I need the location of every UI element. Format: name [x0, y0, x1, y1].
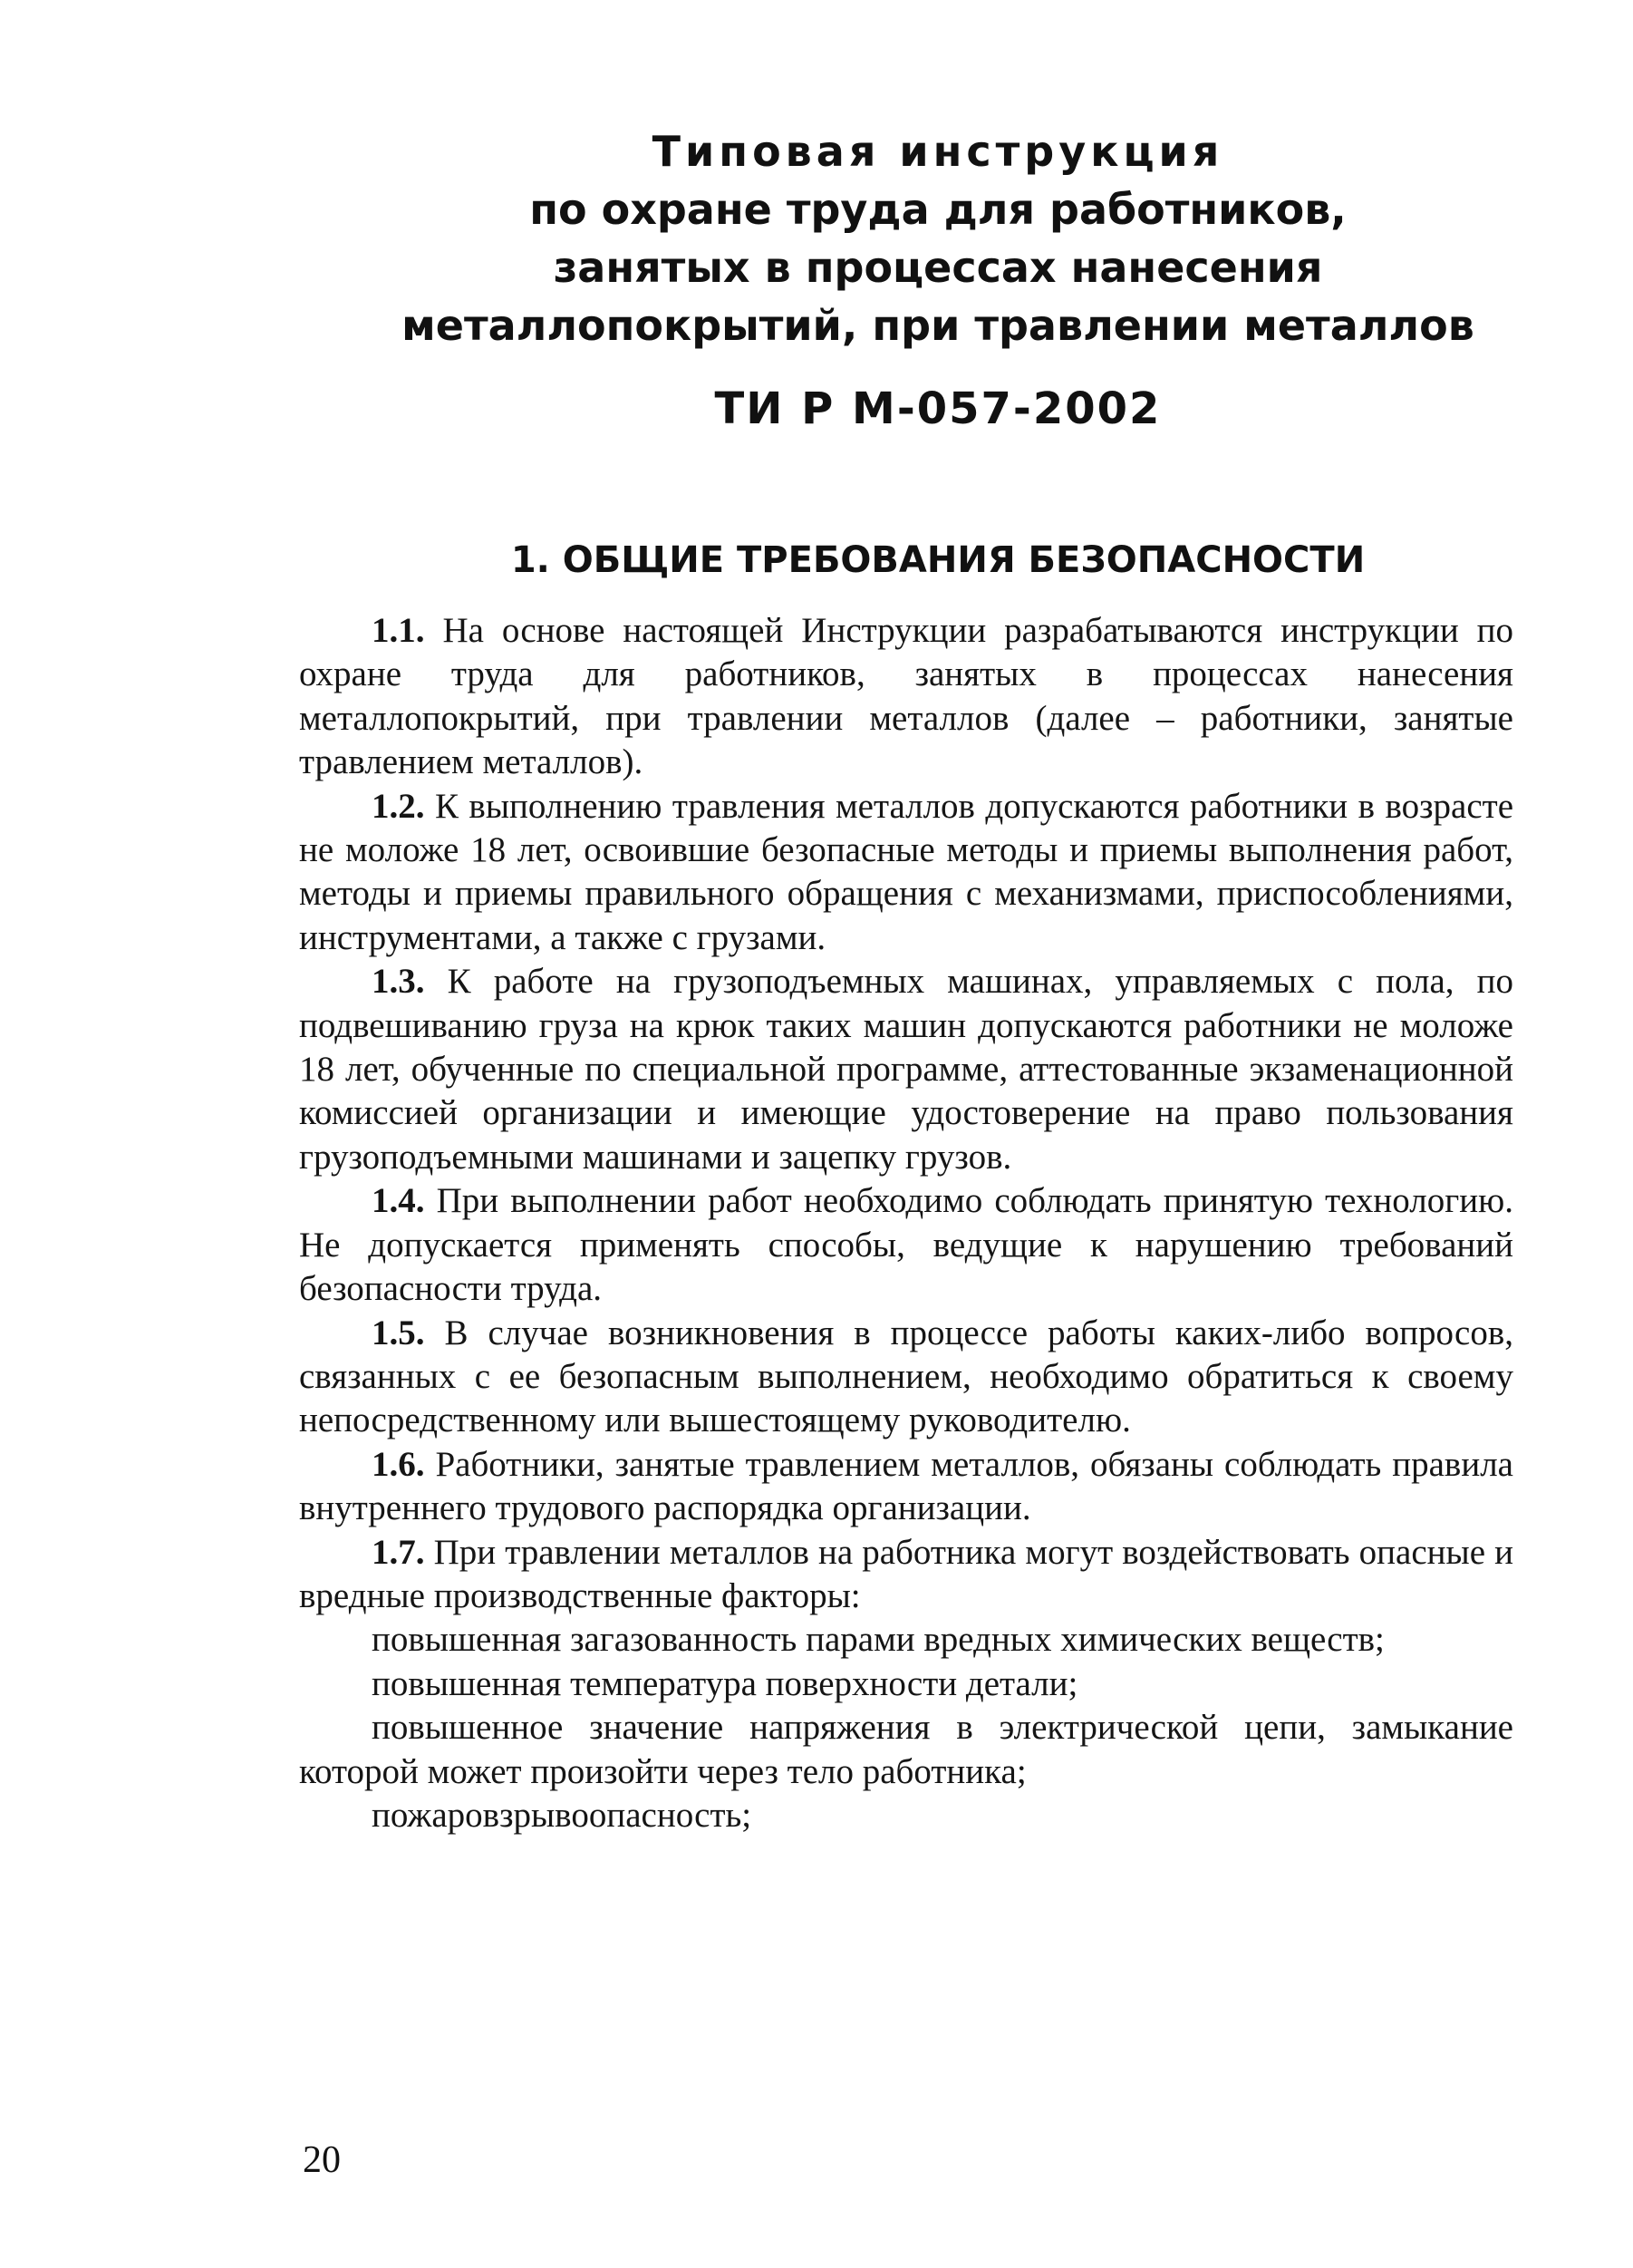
title-line-3: занятых в процессах нанесения — [553, 243, 1323, 292]
paragraph-number: 1.1. — [372, 611, 425, 650]
hazard-item-text: повышенная загазованность парами вредных химических веществ; — [372, 1620, 1385, 1660]
section-heading: 1. ОБЩИЕ ТРЕБОВАНИЯ БЕЗОПАСНОСТИ — [510, 539, 1366, 581]
paragraph-number: 1.3. — [372, 962, 425, 1002]
paragraph-text: К работе на грузоподъемных машинах, управляемых с пола, по подвешиванию груза на крюк таких машин допускаются работники не моложе 18 лет, обученные по специальной программе, аттестованные экзаменационной комиссией организации и имеющие удостоверение на право пользования грузоподъемными машинами и зацепку грузов. — [299, 962, 1513, 1177]
hazard-item — [299, 1618, 1513, 1662]
hazard-item-text: пожаровзрывоопасность; — [372, 1795, 752, 1835]
paragraph-text: К выполнению травления металлов допускаются работники в возрасте не моложе 18 лет, освоившие безопасные методы и приемы выполнения работ, методы и приемы правильного обращения с механизмами, приспособлениями, инструментами, а также с грузами. — [299, 786, 1514, 957]
paragraph-1-1 — [299, 609, 1513, 785]
document-code: ТИ Р М-057-2002 — [714, 383, 1162, 434]
paragraph-1-2 — [299, 785, 1513, 961]
paragraph-1-4 — [299, 1179, 1513, 1311]
paragraph-1-3 — [299, 960, 1513, 1179]
hazard-item-text: повышенное значение напряжения в электрической цепи, замыкание которой может произойти через тело работника; — [299, 1708, 1513, 1791]
paragraph-1-7 — [299, 1531, 1513, 1619]
document-title — [299, 122, 1577, 438]
hazard-item — [299, 1706, 1513, 1794]
title-line-2: по охране труда для работников, — [529, 185, 1347, 234]
hazard-item — [299, 1662, 1513, 1706]
section-body — [299, 609, 1513, 1837]
paragraph-1-5 — [299, 1312, 1513, 1443]
paragraph-number: 1.6. — [372, 1444, 425, 1484]
paragraph-text: В случае возникновения в процессе работы каких-либо вопросов, связанных с ее безопасным выполнением, необходимо обратиться к своему непосредственному или вышестоящему руководителю. — [299, 1313, 1514, 1440]
paragraph-text: При выполнении работ необходимо соблюдать принятую технологию. Не допускается применять способы, ведущие к нарушению требований безопасности труда. — [299, 1181, 1514, 1309]
paragraph-text: При травлении металлов на работника могут воздействовать опасные и вредные производственные факторы: — [299, 1532, 1513, 1615]
paragraph-number: 1.4. — [372, 1181, 425, 1221]
hazard-item-text: повышенная температура поверхности детали; — [372, 1663, 1078, 1703]
paragraph-text: На основе настоящей Инструкции разрабатываются инструкции по охране труда для работников, занятых в процессах нанесения металлопокрытий, при травлении металлов (далее – работники, занятые травлением металлов). — [299, 611, 1513, 782]
title-line-1: Типовая инструкция — [652, 127, 1224, 176]
title-line-4: металлопокрытий, при травлении металлов — [401, 301, 1474, 350]
paragraph-number: 1.2. — [372, 786, 425, 826]
paragraph-number: 1.5. — [372, 1313, 425, 1352]
paragraph-number: 1.7. — [372, 1532, 425, 1572]
page-number: 20 — [303, 2139, 341, 2181]
paragraph-1-6 — [299, 1443, 1513, 1531]
hazard-item — [299, 1794, 1513, 1837]
paragraph-text: Работники, занятые травлением металлов, обязаны соблюдать правила внутреннего трудового распорядка организации. — [299, 1444, 1513, 1528]
